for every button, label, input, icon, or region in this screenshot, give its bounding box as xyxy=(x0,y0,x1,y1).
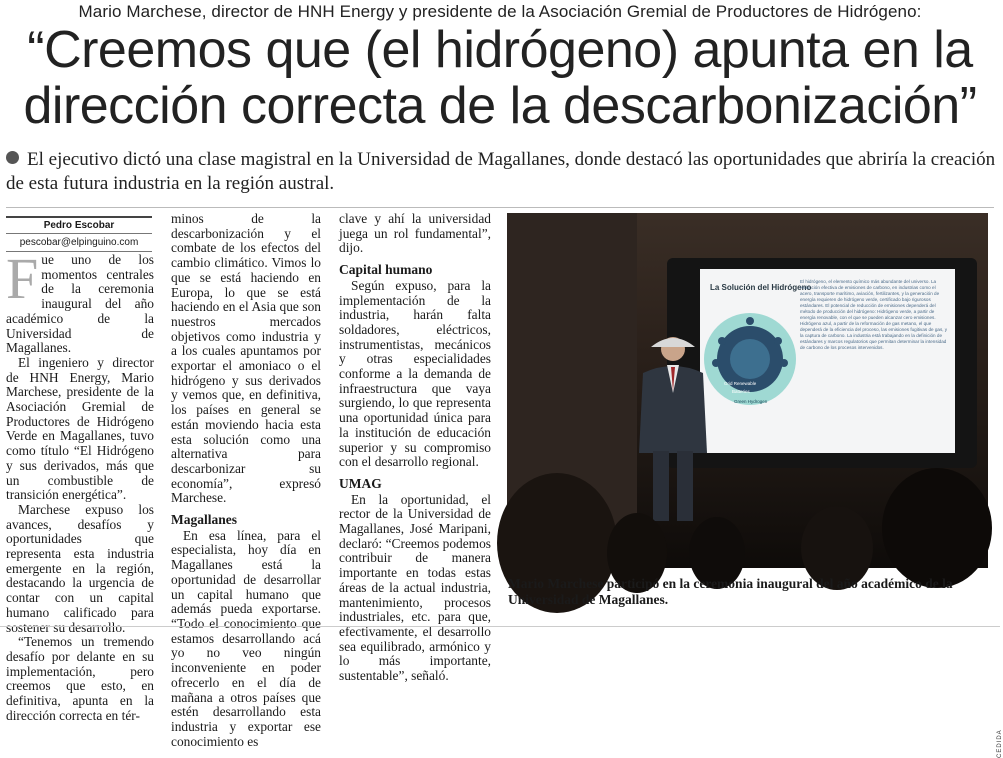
article-column-2 xyxy=(171,212,321,749)
lead-text: El ejecutivo dictó una clase magistral en la Universidad de Magallanes, donde destacó las oportunidades que abriría la creación de esta futura industria en la región austral. xyxy=(6,149,996,194)
article-column-3 xyxy=(339,212,491,684)
slide-text: El hidrógeno, el elemento químico más abundante del universo. La reducción efectiva de emisiones de carbono, en industrias como el acero, transporte marítimo, aviación, fertilizantes, y la generación de energía requieren de hidrógeno verde, certificado bajo rigurosos estándares. El potencial de reducción de emisiones dependerá del método de producción del hidrógeno: Hidrógeno verde, a partir de energía renovable, con el que se pueden alcanzar cero emisiones. Hidrógeno azul, a partir de la reformación de gas metano, el que dependerá de la eficiencia del proceso, las emisiones fugitivas de gas, y la captura de carbono. La industria está trabajando en la definición de estándares y marcos regulatorios que permitan determinar la intensidad de carbono de los procesos intervenidos. xyxy=(800,279,948,350)
bullet-icon xyxy=(6,151,19,164)
divider xyxy=(6,207,994,208)
kicker: Mario Marchese, director de HNH Energy y presidente de la Asociación Gremial de Productores de Hidrógeno: xyxy=(78,2,922,21)
photo-caption: Mario Marchese participó en la ceremonia inaugural del año académico de la Universidad de Magallanes. xyxy=(508,576,953,607)
subheading-umag: UMAG xyxy=(339,475,382,491)
article-paragraph: En la oportunidad, el rector de la Universidad de Magallanes, José Maripani, declaró: “Creemos podemos contribuir de manera importante en todas estas áreas de la actual industria, mantenimiento, procesos industriales, etc. para que, efectivamente, el desarrollo sea equilibrado, armónico y lo más importante, sustentable”, señaló. xyxy=(339,491,491,684)
slide-title: La Solución del Hidrógeno xyxy=(710,283,812,292)
byline-author: Pedro Escobar xyxy=(6,216,152,234)
ring-label: Grid Renewable xyxy=(724,381,757,386)
diagram-core xyxy=(730,339,770,379)
article-column-1 xyxy=(6,246,154,724)
photo-credit: CEDIDA xyxy=(997,729,1003,758)
article-paragraph: El ingeniero y director de HNH Energy, Mario Marchese, presidente de la Asociación Gremial de Productores de Hidrógeno Verde en Magallanes, tuvo como título “El Hidrógeno y sus derivados, más que un combustible de transición energética”. xyxy=(6,354,154,503)
bottom-rule xyxy=(0,626,1000,627)
subheading-magallanes: Magallanes xyxy=(171,512,237,528)
presentation-slide xyxy=(700,269,955,453)
lead xyxy=(6,148,996,196)
drop-cap: F xyxy=(6,246,39,311)
headline-line-2: dirección correcta de la descarbonización” xyxy=(23,77,977,135)
ring-label: Green Hydrogen xyxy=(734,399,768,404)
article-paragraph: Marchese expuso los avances, desafíos y oportunidades que representa esta industria emergente en la región, destacando la urgencia de contar con un capital humano calificado para sostener su desarrollo. xyxy=(6,501,154,635)
article-paragraph: clave y ahí la universidad juega un rol fundamental”, dijo. xyxy=(339,211,491,256)
subheading-capital-humano: Capital humano xyxy=(339,262,433,278)
article-paragraph: Según expuso, para la implementación de la industria, harán falta soldadores, eléctricos, instrumentistas, mecánicos y otras especialidades conforme a la demanda de infraestructura que vaya surgiendo, lo que representa una oportunidad única para la institución de educación superior y su compromiso con el desarrollo regional. xyxy=(339,277,491,470)
headline xyxy=(0,22,1000,134)
hydrogen-diagram xyxy=(702,311,798,407)
article-paragraph: Fue uno de los momentos centrales de la ceremonia inaugural del año académico de la Universidad de Magallanes. xyxy=(6,246,154,356)
byline-email[interactable]: pescobar@elpinguino.com xyxy=(6,234,152,252)
article-paragraph: minos de la descarbonización y el combate de los efectos del cambio climático. Vimos lo que se está haciendo en Europa, lo que se está haciendo en el Asia que son nuestros mercados objetivos como industria y a los cuales apuntamos por exportar el amoniaco o el hidrógeno y sus derivados y vemos que, en definitiva, los países en general se están moviendo hacia esta esta solución como una alternativa para descarbonizar su economía”, expresó Marchese. xyxy=(171,211,321,506)
ring-label: Batteries xyxy=(732,389,750,394)
audience-silhouettes xyxy=(507,433,988,568)
article-paragraph: En esa línea, para el especialista, hoy día en Magallanes está la oportunidad de desarrollar un capital humano que además pueda exportarse. “Todo el conocimiento que estamos desarrollando acá yo no veo ningún inconveniente en poder ofrecerlo en el día de mañana a otros países que estén desarrollando esta industria y exportar ese conocimiento es xyxy=(171,527,321,749)
article-paragraph: “Tenemos un tremendo desafío por delante en su implementación, pero creemos que esto, en definitiva, apunta en la dirección correcta en tér- xyxy=(6,634,154,723)
headline-line-1: “Creemos que (el hidrógeno) apunta en la xyxy=(27,21,973,79)
